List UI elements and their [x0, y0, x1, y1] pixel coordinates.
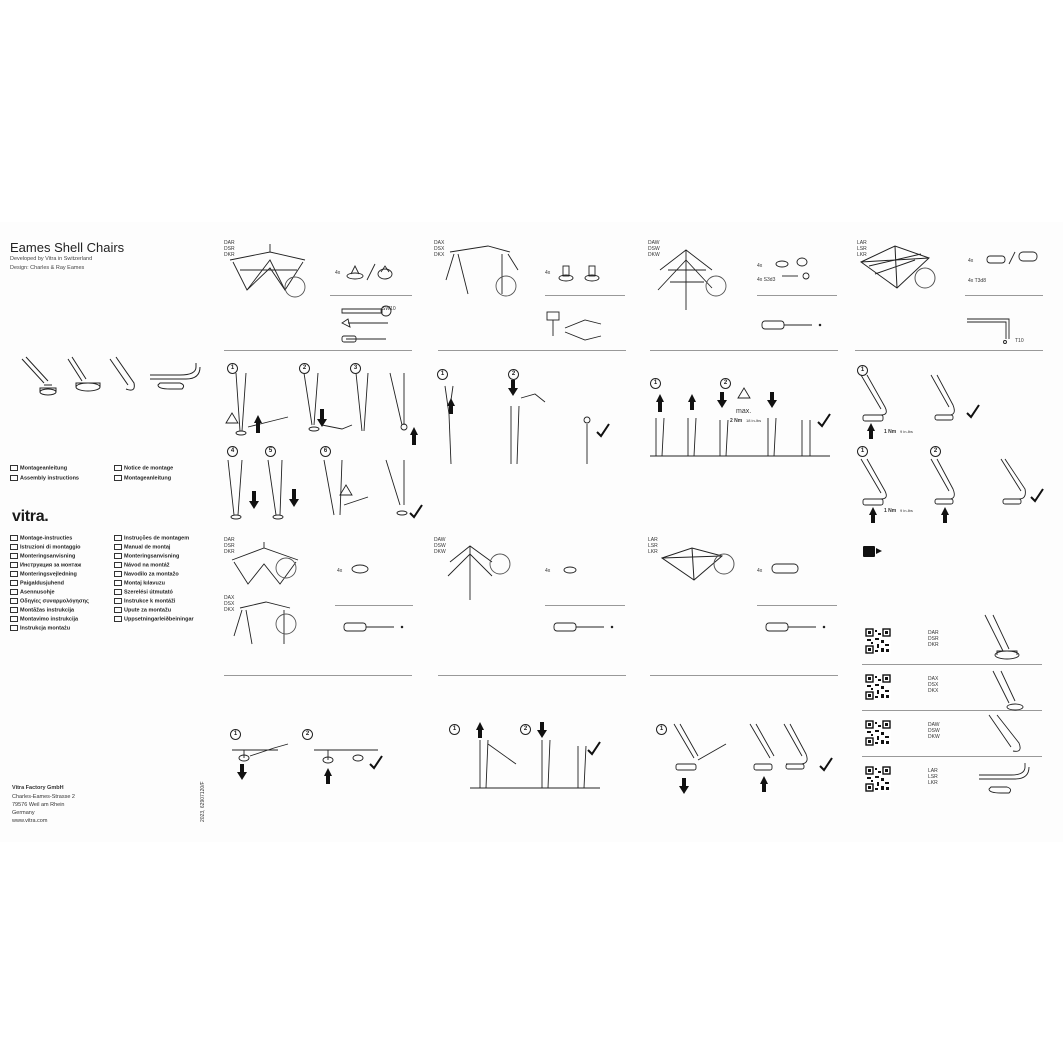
company-web: www.vitra.com	[12, 818, 48, 824]
glides-overview-illustration	[10, 355, 210, 405]
flag-icon	[10, 535, 18, 541]
step-number: 2	[299, 363, 310, 374]
divider	[224, 350, 412, 351]
screwdriver-tool-icon	[342, 620, 412, 634]
language-item	[10, 562, 81, 568]
tool-size-label: SW10	[382, 306, 396, 312]
language-item	[10, 553, 75, 559]
divider	[650, 350, 838, 351]
step-number: 2	[720, 378, 731, 389]
torque-lb-label: 9 in-lbs	[900, 508, 913, 513]
arrow-up-icon	[476, 722, 484, 738]
document-title: Eames Shell Chairs	[10, 240, 125, 255]
divider	[545, 295, 625, 296]
divider	[757, 295, 837, 296]
torque-lb-label: 18 in-lbs	[746, 418, 762, 423]
screwdriver-tool-icon	[552, 620, 622, 634]
glide-removal-pliers-illustration	[437, 380, 627, 470]
torque-label: 2 Nm	[730, 418, 743, 424]
lang-de2: Montageanleitung	[114, 475, 171, 481]
qr-model-codes: DAR DSR DKR	[928, 630, 939, 648]
language-label: Montavimo instrukcija	[20, 616, 79, 623]
arrow-down-icon	[237, 764, 247, 780]
language-label: Istruzioni di montaggio	[20, 544, 81, 551]
step-number: 1	[437, 369, 448, 380]
flag-icon	[10, 553, 18, 559]
qty-label: 4x	[337, 568, 343, 574]
arrow-up-icon	[410, 427, 418, 445]
step-number: 3	[350, 363, 361, 374]
wire-glide-steps-illustration	[855, 375, 1050, 525]
arrow-up-icon	[867, 423, 875, 439]
language-item	[114, 607, 171, 613]
flag-icon	[114, 598, 122, 604]
tool-size-label: T10	[1015, 338, 1024, 344]
language-item	[114, 544, 170, 550]
warning-icon	[738, 388, 750, 398]
divider	[438, 350, 626, 351]
flag-icon	[114, 580, 122, 586]
language-label: Uppsetningarleiðbeiningar	[124, 616, 194, 623]
screwdriver-tool-icon	[764, 620, 834, 634]
arrow-down-icon	[317, 409, 327, 427]
step-number: 6	[320, 446, 331, 457]
language-label: Montaj kılavuzu	[124, 580, 165, 587]
qty-label: 4x	[757, 568, 763, 574]
divider	[650, 675, 838, 676]
language-item	[10, 544, 81, 550]
qty-screw-label: 4x S3d3	[757, 277, 776, 283]
flag-icon	[10, 571, 18, 577]
qr-code-icon[interactable]	[865, 674, 891, 700]
qr-model-codes: LAR LSR LKR	[928, 768, 938, 786]
language-item	[114, 562, 170, 568]
check-icon	[967, 405, 979, 417]
arrow-up-icon	[447, 398, 455, 414]
company-country: Germany	[12, 810, 35, 816]
eiffel-base-illustration	[225, 240, 315, 300]
model-codes-daw: DAW DSW DKW	[434, 537, 446, 555]
language-label: Paigaldusjuhend	[20, 580, 65, 587]
step-number: 1	[857, 365, 868, 376]
language-item	[114, 580, 165, 586]
glide-part-icon	[772, 252, 822, 288]
language-label: Instrukcja montażu	[20, 625, 71, 632]
screwdriver-tool-icon	[760, 318, 830, 332]
language-label: Monteringsvejledning	[20, 571, 77, 578]
torque-label: 1 Nm	[884, 508, 897, 514]
eiffel-base-illustration	[228, 540, 308, 600]
flag-icon	[10, 616, 18, 622]
wire-base-illustration	[855, 240, 945, 300]
divider	[438, 675, 626, 676]
glide-part-icon	[345, 262, 395, 282]
design-line: Design: Charles & Ray Eames	[10, 265, 85, 271]
qr-code-icon[interactable]	[865, 720, 891, 746]
flag-icon	[114, 535, 122, 541]
video-icon[interactable]	[863, 546, 875, 557]
flag-icon	[114, 553, 122, 559]
wooden-base-illustration	[440, 540, 530, 600]
flag-icon	[10, 562, 18, 568]
glide-part-icon	[556, 262, 606, 284]
divider	[224, 675, 412, 676]
divider	[545, 605, 625, 606]
language-label: Návod na montáž	[124, 562, 170, 569]
language-item	[10, 616, 78, 622]
torque-lb-label: 9 in-lbs	[900, 429, 913, 434]
arrow-down-icon	[537, 722, 547, 738]
model-codes-dar: DAR DSR DKR	[224, 537, 235, 555]
language-item	[114, 571, 179, 577]
four-leg-base-illustration	[440, 240, 530, 300]
language-item	[114, 589, 173, 595]
arrow-up-icon	[869, 507, 877, 523]
lang-fr: Notice de montage	[114, 465, 173, 471]
flag-icon	[114, 562, 122, 568]
model-codes-lar: LAR LSR LKR	[857, 240, 867, 258]
vitra-logo: vitra.	[12, 508, 49, 525]
flag-icon	[10, 607, 18, 613]
wrench-tool-icon	[340, 303, 410, 343]
language-item	[10, 625, 70, 631]
glide-removal-steps-illustration	[224, 365, 419, 530]
flag-icon	[114, 589, 122, 595]
flag-icon	[114, 544, 122, 550]
language-item	[10, 589, 55, 595]
model-codes-lar: LAR LSR LKR	[648, 537, 658, 555]
language-item	[10, 580, 64, 586]
qr-code-icon[interactable]	[865, 766, 891, 792]
flag-icon	[10, 625, 18, 631]
language-label: Montage-instructies	[20, 535, 73, 542]
glide-part-icon	[985, 248, 1045, 272]
flag-icon	[10, 589, 18, 595]
company-name: Vitra Factory GmbH	[12, 785, 64, 791]
arrow-up-icon	[941, 507, 949, 523]
language-label: Instrukce k montáži	[124, 598, 176, 605]
developed-line: Developed by Vitra in Switzerland	[10, 256, 93, 262]
screw-glide-steps-illustration	[650, 390, 840, 460]
language-item	[10, 535, 72, 541]
qr-code-icon[interactable]	[865, 628, 891, 654]
language-label: Instruções de montagem	[124, 535, 190, 542]
flag-icon	[10, 598, 18, 604]
glide-part-icon	[350, 562, 374, 576]
lang-de: Montageanleitung	[10, 465, 67, 471]
step-number: 2	[302, 729, 313, 740]
step-number: 1	[449, 724, 460, 735]
model-codes-dax: DAX DSX DKX	[224, 595, 235, 613]
torque-label: 1 Nm	[884, 429, 897, 435]
language-item	[114, 598, 175, 604]
qty-screw-label: 4x T3d8	[968, 278, 986, 284]
step-number: 4	[227, 446, 238, 457]
arrow-down-icon	[767, 392, 777, 408]
divider	[330, 295, 412, 296]
glide-part-icon	[770, 562, 804, 576]
step-number: 1	[650, 378, 661, 389]
qty-label: 4x	[968, 258, 974, 264]
step-number: 2	[520, 724, 531, 735]
step-number: 1	[227, 363, 238, 374]
language-label: Upute za montažu	[124, 607, 172, 614]
arrow-down-icon	[508, 380, 518, 396]
wire-base-illustration	[660, 546, 750, 586]
language-label: Monteringsanvisning	[124, 553, 180, 560]
arrow-down-icon	[717, 392, 727, 408]
pliers-tool-icon	[545, 310, 605, 350]
language-item	[114, 535, 189, 541]
arrow-up-icon	[688, 394, 696, 410]
arrow-up-icon	[656, 394, 664, 412]
language-label: Инструкция за монтаж	[20, 562, 82, 569]
lang-en: Assembly instructions	[10, 475, 79, 481]
qty-label: 4x	[545, 270, 551, 276]
glide-install-steps-illustration	[460, 720, 610, 790]
divider	[855, 350, 1043, 351]
check-icon	[1031, 489, 1043, 501]
glide-part-icon	[562, 564, 582, 576]
step-number: 2	[930, 446, 941, 457]
language-label: Asennusohje	[20, 589, 55, 596]
language-label: Οδηγίες συναρμολόγησης	[20, 598, 89, 605]
flag-icon	[114, 607, 122, 613]
language-item	[10, 607, 74, 613]
language-item	[10, 571, 77, 577]
model-codes-dax: DAX DSX DKX	[434, 240, 445, 258]
language-item	[10, 598, 89, 604]
arrow-down-icon	[289, 489, 299, 507]
arrow-down-icon	[249, 491, 259, 509]
qty-label: 4x	[545, 568, 551, 574]
model-codes-dar: DAR DSR DKR	[224, 240, 235, 258]
step-number: 5	[265, 446, 276, 457]
divider	[335, 605, 413, 606]
language-label: Szerelési útmutató	[124, 589, 173, 596]
qr-model-codes: DAW DSW DKW	[928, 722, 940, 740]
qr-glide-illustrations	[975, 615, 1045, 805]
check-icon	[818, 414, 830, 426]
qty-label: 4x	[757, 263, 763, 269]
divider	[965, 295, 1043, 296]
language-label: Montāžas instrukcija	[20, 607, 75, 614]
flag-icon	[10, 544, 18, 550]
check-icon	[370, 756, 382, 768]
step-number: 1	[857, 446, 868, 457]
wooden-base-illustration	[650, 240, 740, 310]
glide-install-steps-illustration	[228, 738, 398, 788]
arrow-down-icon	[679, 778, 689, 794]
language-item	[114, 616, 194, 622]
max-label: max.	[736, 408, 752, 415]
step-number: 1	[656, 724, 667, 735]
four-leg-base-illustration	[230, 598, 310, 648]
language-item	[114, 553, 179, 559]
arrow-up-icon	[324, 768, 332, 784]
flag-icon	[114, 616, 122, 622]
qty-label: 4x	[335, 270, 341, 276]
check-icon	[820, 758, 832, 770]
divider	[757, 605, 837, 606]
flag-icon	[114, 571, 122, 577]
step-number: 2	[508, 369, 519, 380]
company-street: Charles-Eames-Strasse 2	[12, 794, 75, 800]
check-icon	[588, 742, 600, 754]
model-codes-daw: DAW DSW DKW	[648, 240, 660, 258]
language-label: Monteringsanvisning	[20, 553, 76, 560]
step-number: 1	[230, 729, 241, 740]
qr-model-codes: DAX DSX DKX	[928, 676, 939, 694]
wire-glide-install-illustration	[660, 724, 840, 794]
check-icon	[597, 424, 609, 436]
flag-icon	[10, 580, 18, 586]
arrow-up-icon	[760, 776, 768, 792]
language-label: Navodilo za montažo	[124, 571, 179, 578]
document-number: 2023, 62907120/F	[200, 781, 206, 822]
language-label: Manual de montaj	[124, 544, 171, 551]
company-city: 79576 Weil am Rhein	[12, 802, 65, 808]
